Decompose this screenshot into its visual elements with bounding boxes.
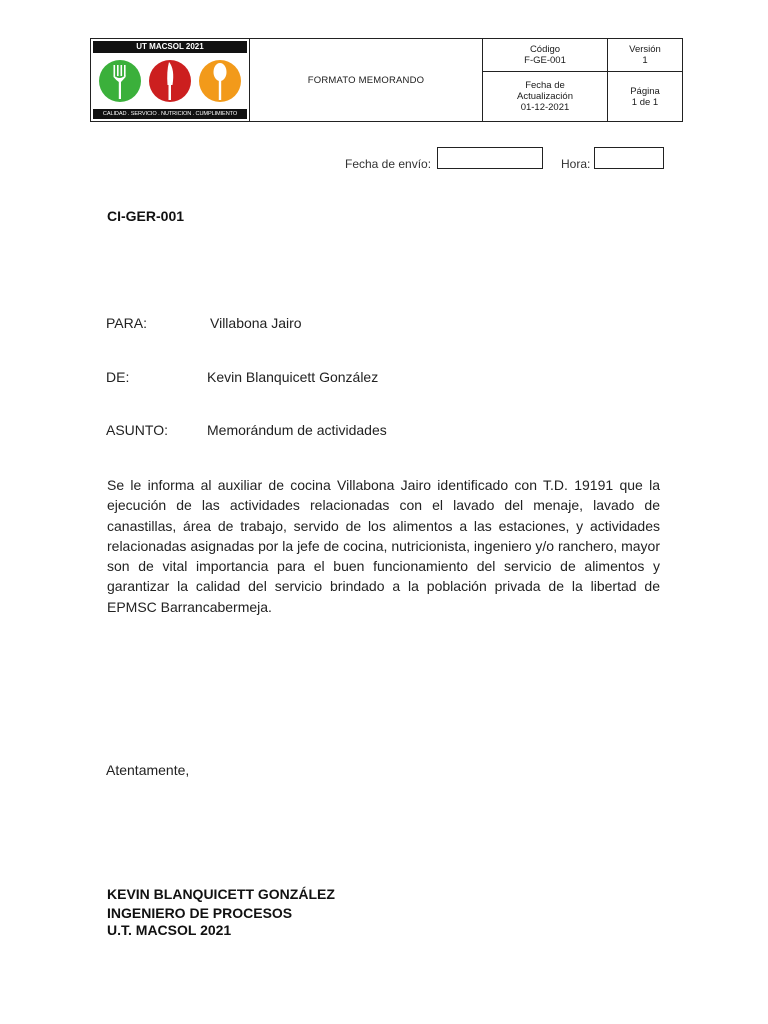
page-value: 1 de 1 xyxy=(631,96,659,108)
asunto-value: Memorándum de actividades xyxy=(207,422,387,438)
closing-text: Atentamente, xyxy=(106,762,190,778)
header-col-version-page xyxy=(608,39,682,121)
version-label: Versión xyxy=(629,44,661,55)
logo-top-band: UT MACSOL 2021 xyxy=(93,41,247,53)
signature-name: KEVIN BLANQUICETT GONZÁLEZ xyxy=(107,886,335,902)
code-cell xyxy=(483,39,607,72)
version-value: 1 xyxy=(642,55,648,66)
fork-icon xyxy=(99,60,141,102)
spoon-icon xyxy=(199,60,241,102)
send-hour-field[interactable] xyxy=(594,147,664,169)
send-date-label: Fecha de envío: xyxy=(345,157,432,171)
memo-code: CI-GER-001 xyxy=(107,208,185,224)
version-cell xyxy=(608,39,682,72)
logo-icons xyxy=(98,55,244,109)
de-label: DE: xyxy=(106,369,130,385)
send-date-field[interactable] xyxy=(437,147,543,169)
para-value: Villabona Jairo xyxy=(210,315,302,331)
memo-body: Se le informa al auxiliar de cocina Villabona Jairo identificado con T.D. 19191 que la ejecución de las actividades relacionadas con el lavado del menaje, lavado de canastillas, área de trabajo, servido de los alimentos a las estaciones, y actividades relacionadas asignadas por la jefe de cocina, nutricionista, ingeniero y/o ranchero, mayor son de vital importancia para el buen funcionamiento del servicio de alimentos y garantizar la calidad del servicio brindado a la población privada de la libertad de EPMSC Barrancabermeja. xyxy=(107,477,660,615)
page-cell xyxy=(608,72,682,121)
update-date-label-2: Actualización xyxy=(517,91,573,102)
company-logo xyxy=(91,39,250,121)
de-value: Kevin Blanquicett González xyxy=(207,369,379,385)
para-label: PARA: xyxy=(106,315,147,331)
logo-slogan-band: CALIDAD . SERVICIO . NUTRICION . CUMPLIMIENTO xyxy=(93,109,247,119)
update-date-label-1: Fecha de xyxy=(525,80,565,91)
asunto-label: ASUNTO: xyxy=(106,422,168,438)
header-col-code-date xyxy=(483,39,608,121)
update-date-value: 01-12-2021 xyxy=(520,102,570,113)
update-date-cell xyxy=(483,72,607,121)
signature-org: U.T. MACSOL 2021 xyxy=(107,922,232,938)
code-label: Código xyxy=(529,44,561,55)
code-value: F-GE-001 xyxy=(524,55,566,66)
page-label: Página xyxy=(630,85,660,97)
knife-icon xyxy=(149,60,191,102)
document-title: FORMATO MEMORANDO xyxy=(250,39,483,121)
document-header xyxy=(90,38,683,122)
send-hour-label: Hora: xyxy=(561,157,591,171)
signature-role: INGENIERO DE PROCESOS xyxy=(107,905,293,921)
